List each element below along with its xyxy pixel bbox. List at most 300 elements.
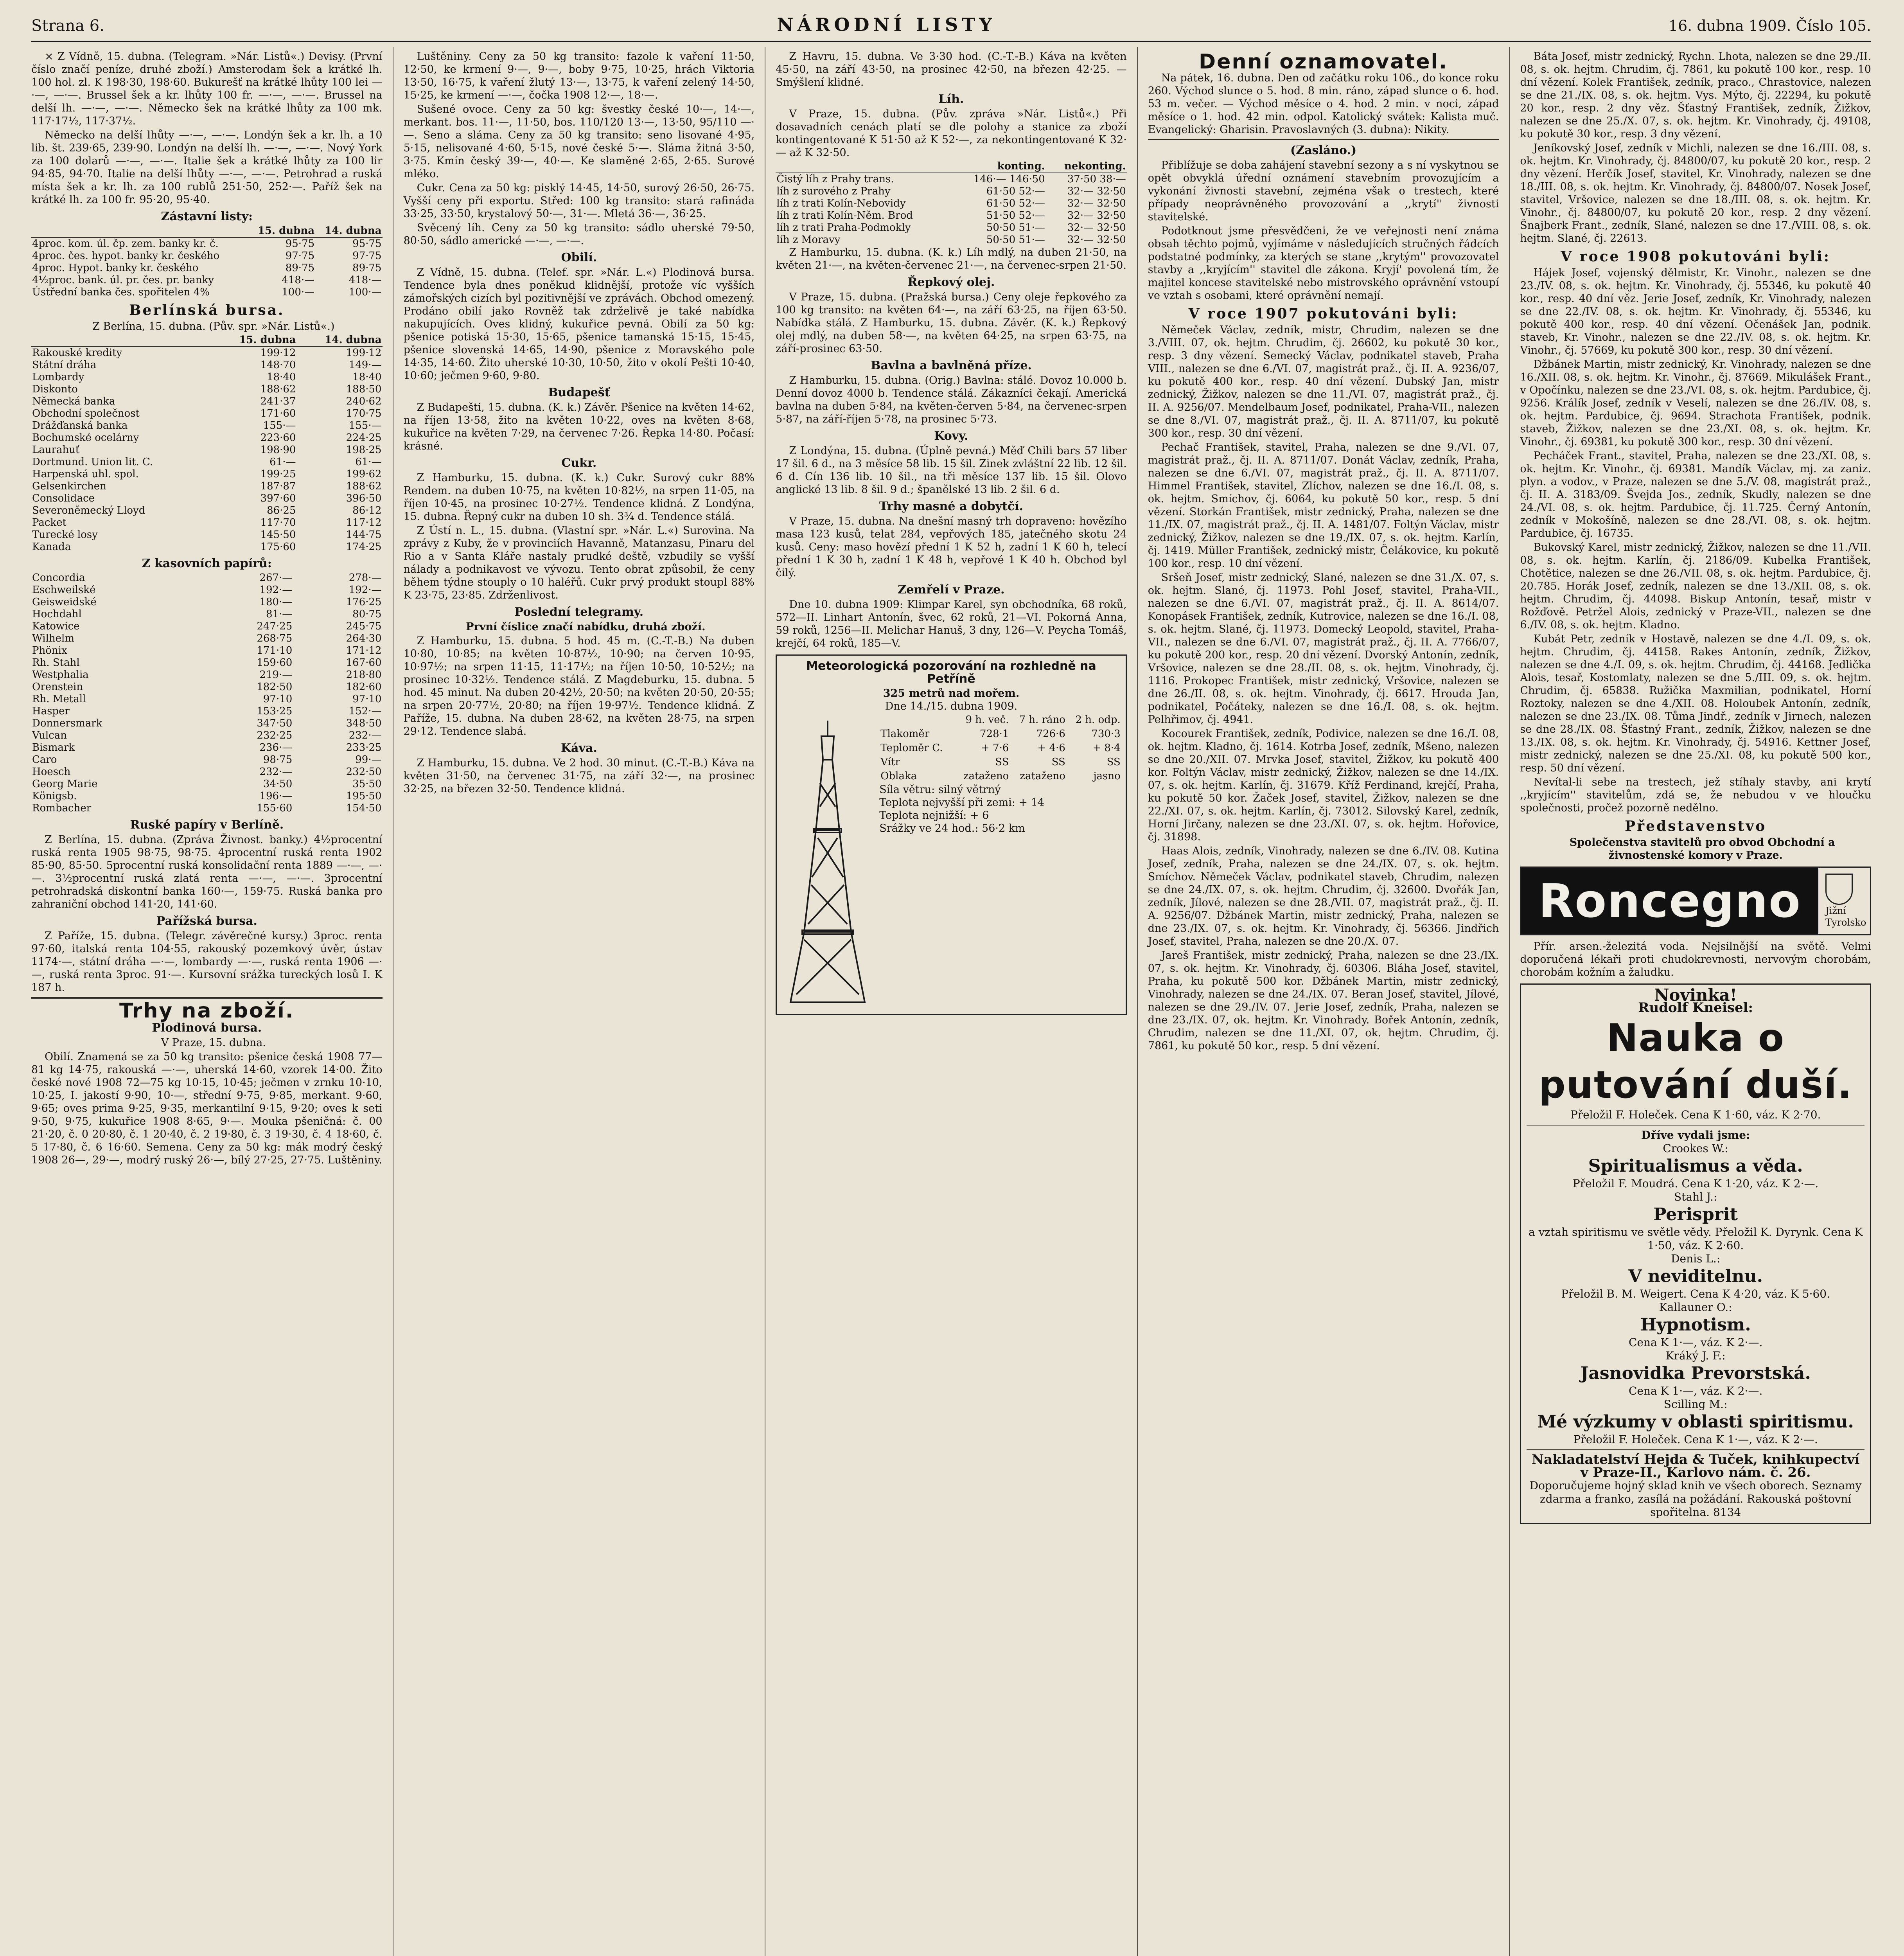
roncegno-side-text: Jižní Tyrolsko xyxy=(1825,905,1866,928)
table-cell: Rakouské kredity xyxy=(32,347,122,359)
seno-text: Sušené ovoce. Ceny za 50 kg: švestky české 10·—, 14·—, merkant. bos. 11·—, 11·50, bos. 110/120 13·—, 13·50, 95/110 —·—. Seno a sláma. Ceny za 50 kg transito: seno lisované 4·95, 5·15, nelisované 4·60, 5·15, nové české 5·—. Sláma žitná 3·50, 3·75. Kmín český 39·—, 40·—. Ke slaměné 2·65, 2·65. Surové mléko. xyxy=(403,103,755,180)
table-row xyxy=(31,608,383,620)
book-item-author: Scilling M.: xyxy=(1663,1398,1728,1411)
table-cell: 89·75 xyxy=(285,262,315,274)
table-header-cell xyxy=(31,225,248,237)
book-item xyxy=(1527,1398,1864,1446)
table-cell: zataženo xyxy=(963,770,1009,782)
table-cell: 397·60 xyxy=(260,493,296,504)
table-cell: Rh. Metall xyxy=(32,693,86,705)
table-cell: 199·12 xyxy=(346,347,382,359)
table-cell: 176·25 xyxy=(346,596,382,608)
paris-text: Z Paříže, 15. dubna. (Telegr. závěrečné kursy.) 3proc. renta 97·60, italská renta 104·55, rakouský pozemkový úvěr, ústav 1174·—, státní dráha —·—, lombardy —·—, ruská renta 1906 —·—, ruská renta 3proc. 91·—. Kursovní srážka tureckých losů I. K 187 h. xyxy=(31,930,383,994)
table-cell: 418·— xyxy=(348,274,382,286)
table-header-cell xyxy=(31,334,211,347)
fines-1907-a: Němeček Václav, zedník, mistr, Chrudim, nalezen se dne 3./VIII. 07, ok. hejtm. Chrudim, čj. 26602, ku pokutě 30 kor., resp. 3 dny vězení. Semecký Václav, podnikatel staveb, Praha VIII., nalezen se dne 6./VI. 07, magistrát praž., čj. II. A. 9236/07, ku pokutě 400 kor., resp. 40 dní vězení. Dubský Jan, mistr zednický, Žižkov, nalezen se dne 11./VI. 07, magistrát praž., čj. II. A. 9256/07. Mendelbaum Josef, podnikatel, Praha-VII., nalezen se dne 8./VI. 07, magistrát praž., čj. II. A. 8711/07, ku pokutě 300 kor., resp. 30 dní vězení. xyxy=(1148,324,1499,439)
table-cell: 175·60 xyxy=(260,541,296,553)
coffee-title: Cukr. xyxy=(561,456,597,470)
weather-data xyxy=(879,713,1122,1010)
table-cell: 155·60 xyxy=(257,802,293,814)
vienna-intro: × Z Vídně, 15. dubna. (Telegram. »Nár. Listů«.) Devisy. (První číslo značí peníze, druhé zboží.) Amsterodam šek a krátké lh. 100 hol. zl. K 198·30, 198·60. Bukurešť na krátké lhůty 100 lei —·—, —·—. Brussel šek a kr. lhůty 100 fr. —·—, —·—. Brussel na delší lh. —·—, —·—. Německo šek na krátké lhůty za 100 mk. 117·17½, 117·37½. xyxy=(31,50,383,127)
novinka-title: Novinka! xyxy=(1654,985,1737,1005)
roncegno-wordmark: Roncegno xyxy=(1521,868,1818,934)
table-row xyxy=(31,250,383,262)
table-header-cell: 15. dubna xyxy=(248,225,315,237)
table-cell: 198·25 xyxy=(346,444,382,456)
table-cell: 98·75 xyxy=(263,754,293,766)
table-cell: 192·— xyxy=(259,584,293,596)
table-row xyxy=(31,396,383,408)
table-row xyxy=(31,286,383,298)
table-cell: 34·50 xyxy=(263,778,293,790)
havre-text: Z Havru, 15. dubna. Ve 3·30 hod. (C.-T.-B.) Káva na květen 45·50, na září 43·50, na prosinec 42·50, na březen 42·25. — Smýšlení klidné. xyxy=(776,50,1127,88)
sugar-big-text: Z Ústí n. L., 15. dubna. (Vlastní spr. »Nár. L.«) Surovina. Na zprávy z Kuby, že v provinciích Havanně, Matanzasu, Pinaru del Rio a v Santa Kláře nastaly prudké deště, vzbudily se vyšší nálady a podnikavost ve vývozu. Tento obrat způsobil, že ceny během týdne stouply o 10 haléřů. Cukr prvý produkt stoupl 88% K 23·75, 23·85. Zdrženlivost. xyxy=(403,525,755,601)
column-3 xyxy=(765,47,1137,1956)
table-header-cell: nekonting. xyxy=(1046,160,1127,173)
table-cell: 149·— xyxy=(348,359,382,371)
roncegno-side xyxy=(1823,871,1870,931)
book-item-meta: a vztah spiritismu ve světle vědy. Přeložil K. Dyrynk. Cena K 1·50, váz. K 2·60. xyxy=(1529,1226,1863,1252)
table-cell: Bismark xyxy=(32,742,75,753)
table-cell: líh z trati Kolín-Něm. Brod xyxy=(776,210,913,221)
table-cell: 348·50 xyxy=(346,717,382,729)
book-item-author: Kráký J. F.: xyxy=(1665,1349,1726,1362)
budapest-title: Budapešť xyxy=(548,386,610,399)
table-cell: 188·50 xyxy=(346,383,382,395)
table-cell: 152·— xyxy=(348,705,382,717)
book-item-title: Mé výzkumy v oblasti spiritismu. xyxy=(1537,1412,1854,1432)
meat-text: V Praze, 15. dubna. Na dnešní masný trh dopraveno: hovězího masa 123 kusů, telat 284, vepřových 185, jatečného skotu 24 kusů. Ceny: maso hovězí přední 1 K 52 h, zadní 1 K 60 h, telecí přední 1 K 30 h, zadní 1 K 48 h, vepřové 1 K 40 h. Obchod byl čilý. xyxy=(776,515,1127,579)
table-cell: líh z trati Praha-Podmokly xyxy=(776,222,911,234)
paper-name: NÁRODNÍ LISTY xyxy=(777,14,996,35)
paris-title: Pařížská bursa. xyxy=(156,914,257,928)
market-title: Trhy na zboží. xyxy=(119,999,295,1023)
table-cell: Hochdahl xyxy=(32,608,82,620)
table-header-cell: 14. dubna xyxy=(315,225,382,237)
table-row xyxy=(776,210,1127,222)
fines-1907-d: Kocourek František, zedník, Podivice, nalezen se dne 16./I. 08, ok. hejtm. Kladno, čj. 1614. Kotrba Josef, zedník, Mšeno, nalezen se dne 20./XII. 07. Mrvka Josef, stavitel, Žižkov, ku pokutě 400 kor. Foltýn Václav, mistr zednický, Žižkov, nalezen se dne 14./IX. 07, s. ok. hejtm. Karlín, čj. 31679. Kříž Ferdinand, krejčí, Praha, ku pokutě 50 kor. Žaček Josef, stavitel, Žižkov, nalezen se dne 22./XI. 07, s. ok. hejtm. Karlín, čj. 73012. Silovský Karel, zedník, Horní Jirčany, nalezen se dne 23./XI. 07, s. ok. hejtm. Hořovice, čj. 31898. xyxy=(1148,728,1499,843)
table-cell: 224·25 xyxy=(346,432,382,444)
table-row xyxy=(31,717,383,730)
table-row xyxy=(31,584,383,596)
berlin-intro: Z Berlína, 15. dubna. (Pův. spr. »Nár. Listů«.) xyxy=(92,320,335,333)
roncegno-ad xyxy=(1520,867,1871,935)
table-row xyxy=(31,633,383,645)
book-author: Rudolf Kneisel: xyxy=(1638,1000,1753,1016)
table-row xyxy=(31,505,383,517)
book-ad xyxy=(1520,983,1871,1524)
table-row xyxy=(31,444,383,456)
table-cell: 278·— xyxy=(348,572,382,584)
table-cell: SS xyxy=(995,756,1009,768)
book-price: Přeložil F. Holeček. Cena K 1·60, váz. K 2·70. xyxy=(1570,1108,1821,1121)
berlin-title: Berlínská bursa. xyxy=(129,302,285,318)
table-row xyxy=(31,517,383,529)
fines-list-4: Džbánek Martin, mistr zednický, Kr. Vinohrady, nalezen se dne 16./XII. 08, s. ok. hejtm. Kr. Vinohr., čj. 87669. Mikulášek Frant., v Opočínku, nalezen se dne 23./VI. 08, s. ok. hejtm. Pardubice, čj. 9256. Králík Josef, zedník v Veselí, nalezen se dne 26./IV. 08, s. ok. hejtm. Pardubice, čj. 9694. Strachota František, podnik. staveb, Žižkov, nalezen se dne 23./XI. 08, s. ok. hejtm. Kr. Vinohr., čj. 69381, ku pokutě 300 kor., resp. 30 dní vězení. xyxy=(1520,358,1871,448)
table-cell: 199·62 xyxy=(346,468,382,480)
book-item-author: Kallauner O.: xyxy=(1659,1301,1732,1314)
fines-list-5: Pecháček Frant., stavitel, Praha, nalezen se dne 23./XI. 08, s. ok. hejtm. Kr. Vinohr., čj. 69381. Mandík Václav, mj. za zaniz. plyn. a vodov., v Praze, nalezen se dne 5./V. 08, magistrát praž., čj. II. A. 3183/09. Švejda Jos., zedník, Skudly, nalezen se dne 24./VI. 08, s. ok. hejtm. Pardubice, čj. 11.725. Černý Antonín, zedník v Mokošíně, nalezen se dne 28./VI. 08, s. ok. hejtm. Pardubice, čj. 16735. xyxy=(1520,450,1871,539)
table-cell: Oblaka xyxy=(880,770,917,782)
table-cell: 171·12 xyxy=(346,645,382,656)
spirit-text: Svěcený líh. Ceny za 50 kg transito: sádlo uherské 79·50, 80·50, sádlo americké —·—, —·—. xyxy=(403,222,755,247)
table-cell: 86·25 xyxy=(267,505,296,516)
table-row xyxy=(31,237,383,250)
table-header-cell: 7 h. ráno xyxy=(1019,714,1065,726)
fines-1907-f: Jareš František, mistr zednický, Praha, nalezen se dne 23./IX. 07, s. ok. hejtm. Kr. Vinohrady, čj. 60306. Bláha Josef, stavitel, Praha, ku pokutě 500 kor. Džbánek Martin, mistr zednický, Vinohrady, nalezen se dne 24./IX. 07. Beran Josef, stavitel, Jílové, nalezen se dne 29./IV. 07. Jerie Josef, zedník, Praha, nalezen se dne 23./IX. 07, ok. hejtm. Kr. Vinohrady. Bořek Antonín, zedník, Chrudim, nalezen se dne 11./XI. 07, ok. hejtm. Chrudim, čj. 7861, ku pokutě 50 kor., resp. 5 dní vězení. xyxy=(1148,949,1499,1052)
fines-1907-c: Sršeň Josef, mistr zednický, Slané, nalezen se dne 31./X. 07, s. ok. hejtm. Slané, čj. 11973. Pohl Josef, stavitel, Praha-VII., nalezen se dne 6./VI. 07, magistrát praž., čj. II. A. 8614/07. Konopásek František, zedník, Kutrovice, nalezen se dne 16./I. 08, s. ok. hejtm. Slané, čj. 11973. Domecký Leopold, stavitel, Praha-VII., nalezen se dne 6./VI. 07, magistrát praž., čj. II. A. 7766/07, ku pokutě 200 kor., resp. 20 dní vězení. Dvorský Antonín, zedník, Vršovice, nalezen se dne 28./II. 08, s. ok. hejtm. Vinohrady, čj. 1116. Prokopec František, mistr zednický, Vršovice, nalezen se dne 26./II. 08, s. ok. hejtm. Vinohrady, čj. 6617. Hrouda Jan, podnikatel, Počáteky, nalezen se dne 16./I. 08, s. ok. hejtm. Pelhřimov, čj. 4941. xyxy=(1148,572,1499,726)
table-cell: 50·50 51·— xyxy=(986,222,1045,234)
table-cell: 97·10 xyxy=(352,693,382,705)
table-row xyxy=(31,742,383,754)
table-cell: 195·50 xyxy=(346,790,382,802)
zaslano-text: Přiblížuje se doba zahájení stavební sezony a s ní vyskytnou se opět obvyklá úřední oznámení stavebním provozujícím a vykonání živnosti stavební, zejména však o trestech, které případy neoprávněného provozování a ,,krytí'' živnosti stavitelské. xyxy=(1148,159,1499,223)
table-row xyxy=(31,420,383,432)
table-cell: Orenstein xyxy=(32,681,83,693)
table-row xyxy=(31,371,383,383)
last-tele-sub: První číslice značí nabídku, druhá zboží. xyxy=(466,621,706,633)
table-cell: Caro xyxy=(32,754,57,766)
metals-title: Kovy. xyxy=(934,429,968,443)
table-cell: 81·— xyxy=(266,608,293,620)
table-row xyxy=(31,432,383,444)
list-item: Teplota nejnižší: + 6 xyxy=(879,809,989,822)
table-cell: Georg Marie xyxy=(32,778,98,790)
table-cell: + 7·6 xyxy=(981,742,1009,754)
table-row xyxy=(879,741,1122,755)
table-row xyxy=(31,766,383,778)
table-cell: 726·6 xyxy=(1036,728,1065,740)
market-place: V Praze, 15. dubna. xyxy=(161,1037,266,1049)
table-cell: 86·12 xyxy=(352,505,382,516)
fines-list-2: Jeníkovský Josef, zedník v Michli, nalezen se dne 16./III. 08, s. ok. hejtm. Kr. Vinohrady, čj. 84800/07, ku pokutě 20 kor., resp. 2 dny vězení. Herčík Josef, stavitel, Kr. Vinohrady, nalezen se dne 18./III. 08, s. ok. hejtm. Kr. Vinohrady, čj. 84800/07. Nosek Josef, stavitel, Vršovice, nalezen se dne 18./III. 08, s. ok. hejtm. Kr. Vinohr., čj. 84800/07, ku pokutě 20 kor., resp. 2 dny vězení. Šnajberk Frant., zedník, Slané, nalezen se dne 17./VIII. 08, s. ok. hejtm. Slané, čj. 22613. xyxy=(1520,142,1871,244)
table-cell: 61·50 52·— xyxy=(986,198,1045,209)
table-cell: 174·25 xyxy=(346,541,382,553)
fines-list-6: Bukovský Karel, mistr zednický, Žižkov, nalezen se dne 11./VII. 08, s. ok. hejtm. Karlín, čj. 2186/09. Kubelka František, Chotětice, nalezen se dne 26./VII. 08, s. ok. hejtm. Pardubice, čj. 20.785. Horák Josef, zedník, nalezen se dne 13./XII. 08, s. ok. hejtm. Chrudim, čj. 44098. Biskup Antonín, tesař, mistr v Rožďově. Petržel Alois, zednický v Praze-VII., nalezen se dne 6./IV. 08, s. ok. hejtm. Kladno. xyxy=(1520,541,1871,631)
shield-icon xyxy=(1825,874,1853,905)
publisher-address: v Praze-II., Karlovo nám. č. 26. xyxy=(1580,1465,1811,1480)
table-header-row xyxy=(879,713,1122,727)
mining-title: Z kasovních papírů: xyxy=(142,557,272,570)
book-item xyxy=(1527,1190,1864,1252)
column-2 xyxy=(393,47,765,1956)
table-cell: 199·25 xyxy=(260,468,296,480)
table-cell: 153·25 xyxy=(257,705,293,717)
grain-text: Z Vídně, 15. dubna. (Telef. spr. »Nár. L.«) Plodinová bursa. Tendence byla dnes poněkud klidnější, protože víc vyšších zámořských cizích byl pozitivnější ve zprávách. Obchod omezený. Prodáno obilí jako Rovněž tak zdrželivě je také nabídka nakupujících. Oves klidný, kukuřice pevná. Obilí za 50 kg: pšenice potiská 15·30, 15·65, pšenice tamanská 15·15, 15·45, pšenice slovenská 14·65, 14·90, pšenice z Moravského pole 14·35, 14·60. Žito uherské 10·30, 10·50, žito v okolí Pešti 10·40, 10·60; ječmen 9·60, 9·80. xyxy=(403,266,755,382)
meat-title: Trhy masné a dobytčí. xyxy=(879,500,1024,513)
table-cell: Königsb. xyxy=(32,790,77,802)
table-row xyxy=(31,778,383,790)
hamburk-text: Z Hamburku, 15. dubna. (K. k.) Líh mdlý, na duben 21·50, na květen 21·—, na květen-červenec 21·—, na červenec-srpen 21·50. xyxy=(776,246,1127,271)
rates-table xyxy=(31,225,383,298)
table-row xyxy=(31,596,383,608)
last-tele-text: Z Hamburku, 15. dubna. 5 hod. 45 m. (C.-T.-B.) Na duben 10·80, 10·85; na květen 10·87½, 10·90; na červen 10·95, 10·97½; na srpen 11·15, 11·17½; na říjen 10·50, 10·52½; na prosinec 10·32½. Tendence stálá. Z Magdeburku, 15. dubna. 5 hod. 45 minut. Na duben 20·42½, 20·50; na květen 20·50, 20·55; na srpen 20·77½, 20·80; na říjen 19·97½. Tendence klidná. Z Paříže, 15. dubna. Na duben 28·62, na květen 28·75, na srpen 29·12. Tendence slabá. xyxy=(403,635,755,737)
tower-sub: 325 metrů nad mořem. xyxy=(883,687,1020,699)
table-cell: 148·70 xyxy=(260,359,296,371)
list-item: Teplota nejvyšší při zemi: + 14 xyxy=(879,796,1045,809)
table-cell: 267·— xyxy=(259,572,293,584)
table-cell: Vítr xyxy=(880,756,900,768)
table-cell: Vulcan xyxy=(32,730,67,741)
table-cell: líh z trati Kolín-Nebovidy xyxy=(776,198,906,209)
cotton-title: Bavlna a bavlněná příze. xyxy=(871,359,1032,372)
table-cell: Hoesch xyxy=(32,766,71,778)
spirit-table xyxy=(776,160,1127,246)
fines-list-1: Báta Josef, mistr zednický, Rychn. Lhota, nalezen se dne 29./II. 08, s. ok. hejtm. Chrudim, čj. 7861, ku pokutě 100 kor., resp. 10 dní vězení. Kolek František, zedník, praco., Chrastovice, nalezen se dne 21./IX. 08, s. ok. hejtm. Vys. Mýto, čj. 22294, ku pokutě 20 kor., resp. 2 dny věz. Šťastný František, zedník, Žižkov, nalezen se dne 25./X. 07, s. ok. hejtm. Kr. Vinohrady, čj. 49108, ku pokutě 30 kor., resp. 3 dny vězení. xyxy=(1520,50,1871,140)
grain-title: Obilí. xyxy=(561,251,597,264)
coffee-text: Z Hamburku, 15. dubna. (K. k.) Cukr. Surový cukr 88% Rendem. na duben 10·75, na květen 10·82½, na srpen 11·05, na říjen 10·45, na prosinec 10·27½. Tendence klidná. Z Londýna, 15. dubna. Řepný cukr na duben 10 sh. 3¾ d. Tendence stálá. xyxy=(403,472,755,523)
book-item-title: Perisprit xyxy=(1653,1205,1738,1224)
table-cell: 100·— xyxy=(348,286,382,298)
budapest-text: Z Budapešti, 15. dubna. (K. k.) Závěr. Pšenice na květen 14·62, na říjen 13·58, žito na květen 10·22, oves na květen 8·68, kukuřice na květen 7·29, na červenec 7·26. Řepka 14·80. Počasí: krásné. xyxy=(403,401,755,452)
fines-1907-e: Haas Alois, zedník, Vinohrady, nalezen se dne 6./IV. 08. Kutina Josef, zedník, Praha, nalezen se dne 24./IX. 07, s. ok. hejtm. Smíchov. Němeček Václav, podnikatel staveb, Chrudim, nalezen se dne 24./IX. 07, s. ok. hejtm. Chrudim, čj. 32600. Dvořák Jan, zedník, Jílové, nalezen se dne 28./VII. 07, magistrát praž., čj. II. A. 9256/07. Džbánek Martin, mistr zednický, Praha, nalezen se dne 23./IX. 07, s. ok. hejtm. Kr. Vinohrady, čj. 56366. Jindřich Josef, stavitel, Praha, nalezen se dne 20./X. 07. xyxy=(1148,845,1499,947)
table-cell: + 8·4 xyxy=(1092,742,1121,754)
table-cell: Consolidace xyxy=(32,493,95,504)
table-cell: 97·75 xyxy=(285,250,315,262)
table-cell: 61·— xyxy=(269,456,296,468)
more-books-label: Dříve vydali jsme: xyxy=(1641,1129,1750,1142)
book-item-meta: Cena K 1·—, váz. K 2·—. xyxy=(1628,1384,1763,1397)
publisher-note: Doporučujeme hojný sklad knih ve všech oborech. Seznamy zdarma a franko, zasílá na požádání. Rakouská poštovní spořitelna. 8134 xyxy=(1529,1479,1862,1519)
table-header-row xyxy=(31,225,383,237)
zaslano-more: Podotknout jsme přesvědčeni, že ve veřejnosti není známa obsah těchto pojmů, vyjímáme v následujících stručných řádcích podstatné podmínky, za kterých se stane ,,krytým'' provozovatel stavby a ,,kryjícím'' stavitel dle zákona. Kryjí' povolená tím, že majitel koncese stavitelské nebo mistrovského oprávnění vstoupí ve vztah s osobami, které oprávnění nemají. xyxy=(1148,225,1499,302)
table-row xyxy=(879,727,1122,741)
table-cell: Packet xyxy=(32,517,66,529)
tower-title: Meteorologická pozorování na rozhledně na Petříně xyxy=(806,659,1096,686)
table-cell: 223·60 xyxy=(260,432,296,444)
table-row xyxy=(31,681,383,693)
book-item-title: Jasnovidka Prevorstská. xyxy=(1580,1363,1811,1383)
table-row xyxy=(776,222,1127,234)
table-cell: Donnersmark xyxy=(32,717,102,729)
list-item: Srážky ve 24 hod.: 56·2 km xyxy=(879,822,1025,834)
table-cell: Concordia xyxy=(32,572,85,584)
table-cell: Wilhelm xyxy=(32,633,74,644)
metals-text: Z Londýna, 15. dubna. (Úplně pevná.) Měď Chili bars 57 liber 17 šil. 6 d., na 3 měsíce 58 lib. 15 šil. Zinek zvláštní 22 lib. 12 šil. 6 d. Cín 136 lib. 10 šil., na tři měsíce 137 lib. 15 šil. Olovo anglické 13 lib. 8 šil. 9 d.; španělské 13 lib. 2 šil. 6 d. xyxy=(776,445,1127,496)
table-row xyxy=(31,705,383,717)
table-header-cell: 9 h. več. xyxy=(965,714,1009,726)
table-cell: 95·75 xyxy=(285,238,315,250)
book-item xyxy=(1527,1349,1864,1398)
publisher-name: Nakladatelství Hejda & Tuček, knihkupectví xyxy=(1531,1452,1860,1467)
table-cell: 95·75 xyxy=(352,238,382,250)
column-5 xyxy=(1509,47,1871,1956)
table-cell: 396·50 xyxy=(346,493,382,504)
weather-extra-list xyxy=(879,783,1122,835)
table-cell: Německá banka xyxy=(32,396,115,407)
table-cell: 100·— xyxy=(282,286,315,298)
table-row xyxy=(31,693,383,705)
divider xyxy=(1148,139,1499,140)
russ-title: Ruské papíry v Berlíně. xyxy=(130,818,284,832)
table-row xyxy=(31,669,383,681)
issue-date: 16. dubna 1909. Číslo 105. xyxy=(1668,17,1871,34)
fines-list-3: Hájek Josef, vojenský dělmistr, Kr. Vinohr., nalezen se dne 23./IV. 08, s. ok. hejtm. Kr. Vinohrady, čj. 55346, ku pokutě 40 kor., resp. 40 dní věz. Jerie Josef, zedník, Kr. Vinohrady, nalezen se dne 22./IV. 08, s. ok. hejtm. Kr. Vinohrady, čj. 55346, ku pokutě 400 kor., resp. 40 dní vězení. Očenášek Jan, podnik. staveb, Kr. Vinohr., nalezen se dne 22./IV. 08, s. ok. hejtm. Kr. Vinohr., čj. 57669, ku pokutě 300 kor., resp. 30 dní vězení. xyxy=(1520,267,1871,356)
table-cell: SS xyxy=(1106,756,1121,768)
table-cell: Státní dráha xyxy=(32,359,97,371)
table-header-cell xyxy=(776,160,952,173)
tower-date: Dne 14./15. dubna 1909. xyxy=(885,700,1018,712)
oil-text: V Praze, 15. dubna. (Pražská bursa.) Ceny oleje řepkového za 100 kg transito: na květen 64·—, na září 63·25, na říjen 63·50. Nabídka stálá. Z Hamburku, 15. dubna. Závěr. (K. k.) Řepkový olej mdlý, na duben 58·—, na květen 64·25, na srpen 63·75, na září-prosinec 63·50. xyxy=(776,291,1127,355)
book-item-meta: Přeložil B. M. Weigert. Cena K 4·20, váz. K 5·60. xyxy=(1561,1287,1830,1300)
table-cell: Diskonto xyxy=(32,383,78,395)
table-row xyxy=(31,730,383,742)
table-header-cell: 14. dubna xyxy=(297,334,383,347)
table-cell: Bochumské ocelárny xyxy=(32,432,139,444)
table-cell: 188·62 xyxy=(346,480,382,492)
table-cell: Čistý líh z Prahy trans. xyxy=(776,173,894,185)
page-label: Strana 6. xyxy=(31,17,104,35)
table-cell: 155·— xyxy=(263,420,296,431)
table-row xyxy=(31,262,383,274)
table-cell: 18·40 xyxy=(352,371,382,383)
table-row xyxy=(31,754,383,766)
book-item-meta: Přeložil F. Holeček. Cena K 1·—, váz. K 2·—. xyxy=(1573,1433,1818,1446)
table-row xyxy=(31,572,383,584)
table-cell: SS xyxy=(1051,756,1065,768)
oil-title: Řepkový olej. xyxy=(907,275,995,289)
table-row xyxy=(31,359,383,371)
market-sub: Plodinová bursa. xyxy=(152,1021,262,1035)
table-cell: Katowice xyxy=(32,620,80,632)
table-cell: 61·50 52·— xyxy=(986,185,1045,197)
table-cell: 418·— xyxy=(282,274,315,286)
divider xyxy=(1527,1449,1864,1450)
table-cell: Gelsenkirchen xyxy=(32,480,106,492)
table-cell: 51·50 52·— xyxy=(986,210,1045,221)
table-cell: 730·3 xyxy=(1091,728,1121,740)
book-item-author: Denis L.: xyxy=(1671,1252,1721,1265)
coffee2-text: Z Hamburku, 15. dubna. Ve 2 hod. 30 minut. (C.-T.-B.) Káva na květen 31·50, na červenec 31·75, na září 32·—, na prosinec 32·25, na březen 32·50. Tendence klidná. xyxy=(403,757,755,795)
table-cell: Westphalia xyxy=(32,669,89,681)
table-header-cell: konting. xyxy=(952,160,1045,173)
board-title: Představenstvo xyxy=(1625,818,1767,834)
table-cell: 347·50 xyxy=(257,717,293,729)
lustenin-text: Luštěniny. Ceny za 50 kg transito: fazole k vaření 11·50, 12·50, ke krmení 9·—, 9·—, boby 9·75, 10·25, hrách Viktoria 13·50, 16·75, k vaření žlutý 13·—, 13·75, k vaření zelený 14·50, 15·25, ke krmení —·—, čočka 1908 12·—, 18·—. xyxy=(403,50,755,101)
table-row xyxy=(31,541,383,553)
table-cell: 268·75 xyxy=(257,633,293,644)
sugar-text: Cukr. Cena za 50 kg: pisklý 14·45, 14·50, surový 26·50, 26·75. Vyšší ceny při exportu. Střed: 100 kg transito: stará rafináda 33·25, 33·50, krystalový 50·—, 31·—. Mletá 36·—, 36·25. xyxy=(403,182,755,220)
table-row xyxy=(776,173,1127,185)
table-cell: 97·10 xyxy=(263,693,293,705)
zaslano-title: (Zasláno.) xyxy=(1290,144,1357,157)
table-cell: 146·— 146·50 xyxy=(973,173,1045,185)
cotton-text: Z Hamburku, 15. dubna. (Orig.) Bavlna: stálé. Dovoz 10.000 b. Denní dovoz 4000 b. Tendence stálá. Zákazníci čekají. Americká bavlna na duben 5·84, na květen-červen 5·84, na červenec-srpen 5·87, na září-říjen 5·78, na prosinec 5·73. xyxy=(776,374,1127,425)
table-row xyxy=(776,198,1127,210)
table-row xyxy=(31,480,383,493)
table-cell: líh z surového z Prahy xyxy=(776,185,891,197)
table-row xyxy=(31,383,383,396)
table-cell: 50·50 51·— xyxy=(986,234,1045,246)
book-item-title: Hypnotism. xyxy=(1640,1315,1751,1335)
table-header-row xyxy=(31,334,383,347)
table-cell: 4proc. Hypot. banky kr. českého xyxy=(32,262,199,274)
table-cell: 171·60 xyxy=(260,408,296,419)
table-cell: + 4·6 xyxy=(1037,742,1065,754)
list-item: Síla větru: silný větrný xyxy=(879,784,1001,796)
weather-box xyxy=(776,654,1127,1015)
table-cell: 232·— xyxy=(348,730,382,741)
table-cell: 241·37 xyxy=(260,396,296,407)
column-1 xyxy=(31,47,393,1956)
table-cell: 232·— xyxy=(259,766,293,778)
table-cell: 247·25 xyxy=(257,620,293,632)
table-cell: 182·60 xyxy=(346,681,382,693)
columns xyxy=(31,47,1871,1956)
table-cell: 218·80 xyxy=(346,669,382,681)
table-header-row xyxy=(776,160,1127,173)
lih-text: V Praze, 15. dubna. (Pův. zpráva »Nár. Listů«.) Při dosavadních cenách platí se dle polohy a stanice za zboží kontingentované K 51·50 až K 52·—, za nekontingentované K 32·— až K 32·50. xyxy=(776,108,1127,159)
table-cell: Phönix xyxy=(32,645,67,656)
year-1907-title: V roce 1907 pokutováni byli: xyxy=(1188,306,1459,322)
table-row xyxy=(31,657,383,669)
table-cell: 728·1 xyxy=(980,728,1009,740)
table-cell: Obchodní společnost xyxy=(32,408,140,419)
table-cell: 167·60 xyxy=(346,657,382,669)
book-item-meta: Přeložil F. Moudrá. Cena K 1·20, váz. K 2·—. xyxy=(1572,1177,1819,1190)
table-cell: 144·75 xyxy=(346,529,382,541)
table-cell: 35·50 xyxy=(352,778,382,790)
book-item-title: Spiritualismus a věda. xyxy=(1588,1156,1803,1176)
year-1908-title: V roce 1908 pokutováni byli: xyxy=(1561,248,1831,265)
masthead xyxy=(31,14,1871,42)
table-cell: 171·10 xyxy=(257,645,293,656)
table-row xyxy=(879,755,1122,769)
table-cell: Geisweidské xyxy=(32,596,97,608)
table-row xyxy=(31,468,383,480)
table-cell: 196·— xyxy=(259,790,293,802)
table-row xyxy=(31,802,383,814)
table-cell: 159·60 xyxy=(257,657,293,669)
table-cell: 117·12 xyxy=(346,517,382,529)
table-cell: 233·25 xyxy=(346,742,382,753)
table-cell: 18·40 xyxy=(267,371,296,383)
tower-inner xyxy=(781,713,1122,1010)
table-cell: Kanada xyxy=(32,541,71,553)
table-cell: Rombacher xyxy=(32,802,92,814)
table-row xyxy=(879,769,1122,783)
table-cell: 4proc. čes. hypot. banky kr. českého xyxy=(32,250,220,262)
table-cell: 4proc. kom. úl. čp. zem. banky kr. č. xyxy=(32,238,219,250)
table-cell: 155·— xyxy=(348,420,382,431)
table-row xyxy=(776,234,1127,246)
table-row xyxy=(776,185,1127,198)
table-cell: Eschweilské xyxy=(32,584,96,596)
table-cell: 32·— 32·50 xyxy=(1067,210,1126,221)
table-cell: Harpenská uhl. spol. xyxy=(32,468,139,480)
table-row xyxy=(31,408,383,420)
berlin-table xyxy=(31,334,383,553)
table-cell: 99·— xyxy=(355,754,382,766)
book-list xyxy=(1527,1142,1864,1446)
table-row xyxy=(31,274,383,286)
table-cell: 187·87 xyxy=(260,480,296,492)
table-cell: 182·50 xyxy=(257,681,293,693)
table-cell: 154·50 xyxy=(346,802,382,814)
roncegno-text: Přír. arsen.-železitá voda. Nejsilnější na světě. Velmi doporučená lékaři proti chudokrevnosti, nervovým chorobám, chorobám kožním a žaludku. xyxy=(1520,940,1871,978)
lih-title: Líh. xyxy=(938,92,964,106)
table-cell: 264·30 xyxy=(346,633,382,644)
table-cell: Dortmund. Union lit. C. xyxy=(32,456,153,468)
table-cell: 219·— xyxy=(259,669,293,681)
table-cell: 89·75 xyxy=(352,262,382,274)
table-row xyxy=(31,620,383,633)
book-item xyxy=(1527,1142,1864,1190)
table-cell: 188·62 xyxy=(260,383,296,395)
table-cell: 199·12 xyxy=(260,347,296,359)
russ-text: Z Berlína, 15. dubna. (Zpráva Živnost. banky.) 4½procentní ruská renta 1905 98·75, 98·75. 4procentní ruská renta 1902 85·90, 85·50. 5procentní ruská konsolidační renta 1889 —·—, —·—. 3½procentní ruská zlatá renta —·—, —·—. 3procentní petrohradská diskontní banka 160·—, 159·75. Ruská banka pro zahraniční obchod 141·20, 141·60. xyxy=(31,834,383,910)
table-cell: 192·— xyxy=(348,584,382,596)
